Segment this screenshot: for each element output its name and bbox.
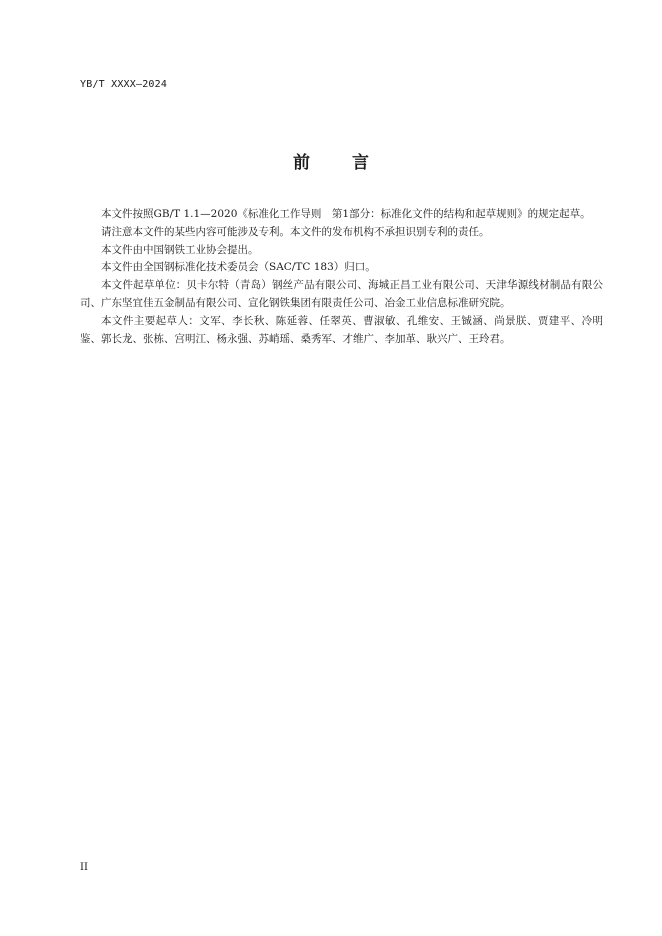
document-code: YB/T XXXX—2024 — [80, 79, 168, 90]
paragraph-committee: 本文件由全国钢标准化技术委员会（SAC/TC 183）归口。 — [101, 261, 376, 274]
paragraph-drafting-units: 本文件起草单位：贝卡尔特（青岛）钢丝产品有限公司、海城正昌工业有限公司、天津华源线材制品有限公司、广东坚宜佳五金制品有限公司、宣化钢铁集团有限责任公司、冶金工业信息标准研究院。 — [80, 279, 603, 309]
paragraph-drafting-rules: 本文件按照GB/T 1.1—2020《标准化工作导则 第1部分：标准化文件的结构和起草规则》的规定起草。 — [101, 208, 591, 220]
paragraph-drafters: 本文件主要起草人：文军、李长秋、陈延蓉、任翠英、曹淑敏、孔维安、王铖涵、尚景朕、贾建平、冷明鉴、郭长龙、张栋、宫明江、杨永强、苏峭瑶、桑秀军、才维广、李加革、耿兴广、王玲君。 — [80, 314, 603, 345]
foreword-body — [80, 206, 603, 348]
page-title — [0, 148, 662, 173]
title-char-1: 前 — [293, 153, 310, 173]
title-char-2: 言 — [352, 153, 369, 173]
page-number: II — [80, 862, 88, 873]
paragraph-patent-notice: 请注意本文件的某些内容可能涉及专利。本文件的发布机构不承担识别专利的责任。 — [101, 225, 490, 238]
paragraph-proposer: 本文件由中国钢铁工业协会提出。 — [101, 243, 259, 256]
